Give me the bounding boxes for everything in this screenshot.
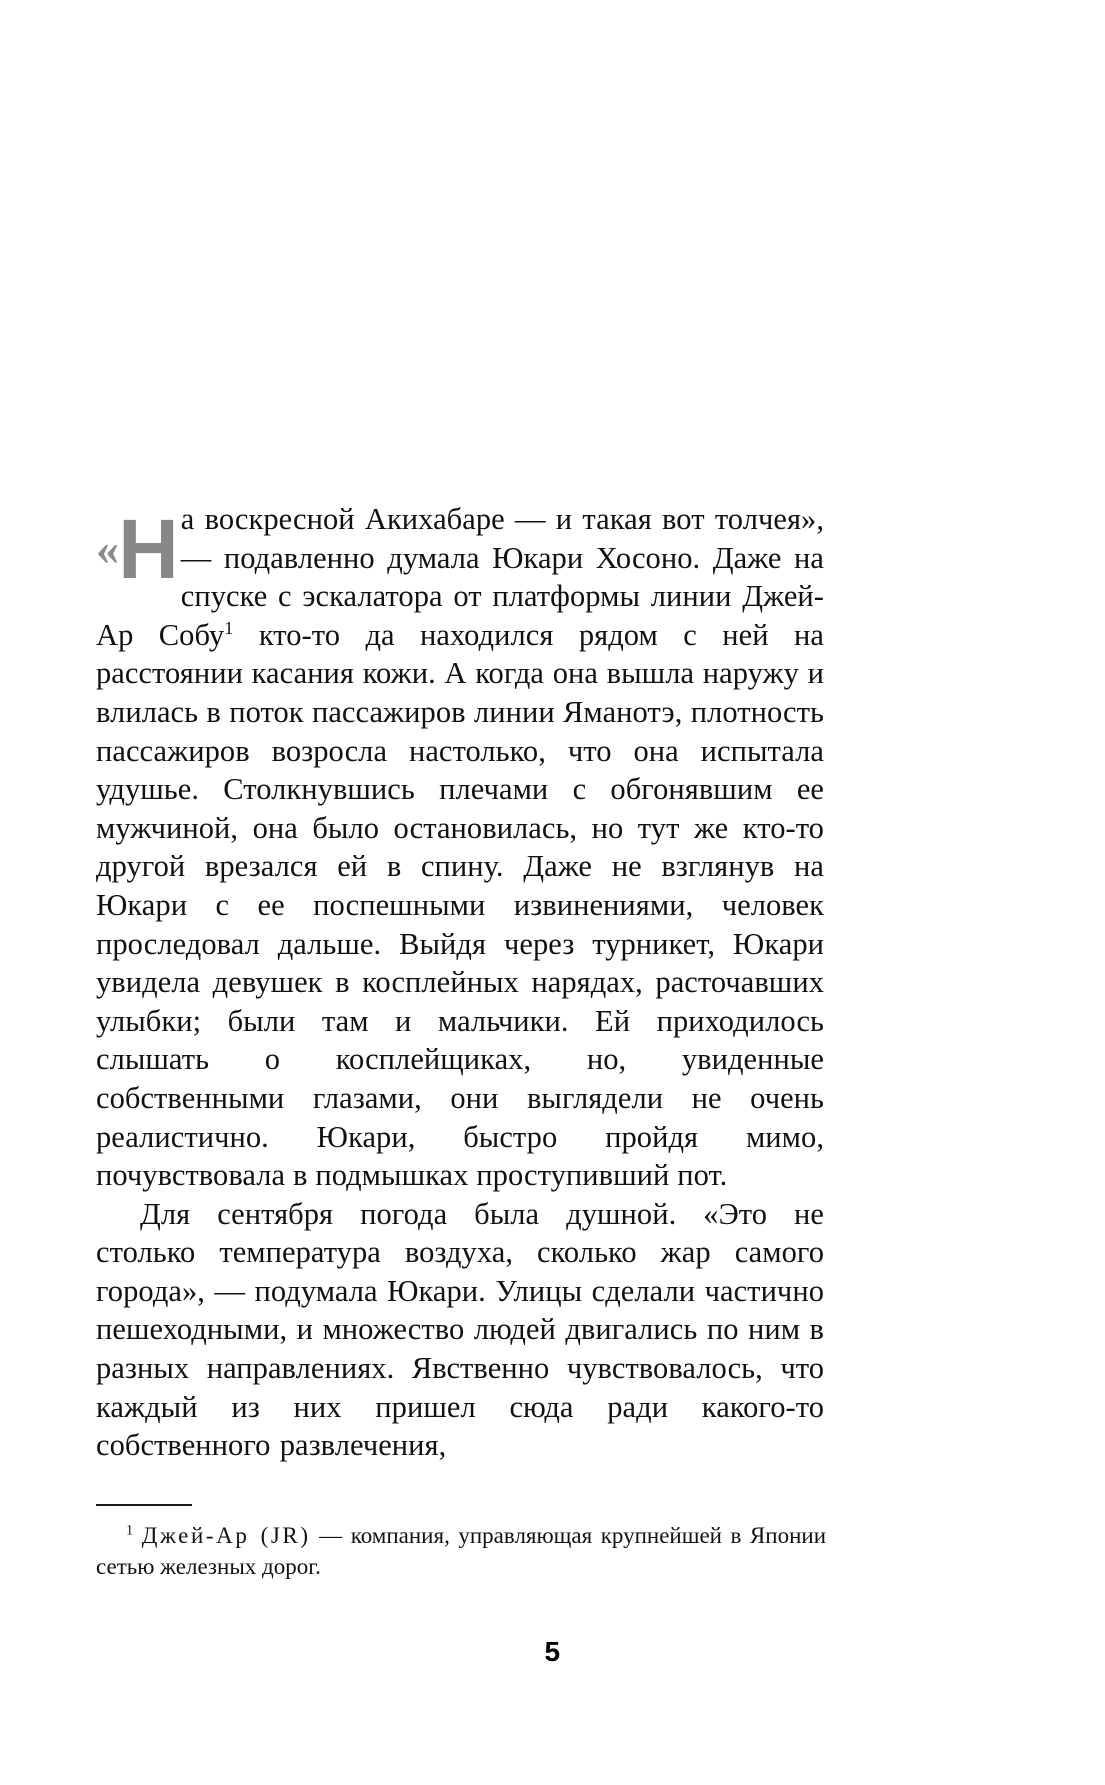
opening-quote-glyph: «: [96, 523, 120, 574]
footnote-body: — компания, управляющая крупнейшей в Японии сетью железных дорог.: [96, 1523, 827, 1579]
footnote-separator-rule: [96, 1504, 192, 1506]
footnote-area: [96, 1504, 826, 1582]
paragraph-second: Для сентября погода была душной. «Это не столько температура воздуха, сколько жар самого города», — подумала Юкари. Улицы сделали частично пешеходными, и множество людей двигались по ним в разных направлениях. Явственно чувствовалось, что каждый из них пришел сюда ради какого-то собственного развлечения,: [96, 1196, 824, 1463]
paragraph-first-rest: кто-то да находился рядом с ней на расстоянии касания кожи. А когда она вышла наружу и влилась в поток пассажиров линии Яманотэ, плотность пассажиров возросла настолько, что она испытала удушье. Столкнувшись плечами с обгонявшим ее мужчиной, она было остановилась, но тут же кто-то другой врезался ей в спину. Даже не взглянув на Юкари с ее поспешными извинениями, человек проследовал дальше. Выйдя через турникет, Юкари увидела девушек в косплейных нарядах, расточавших улыбки; были там и мальчики. Ей приходилось слышать о косплейщиках, но, увиденные собственными глазами, они выглядели не очень реалистично. Юкари, быстро пройдя мимо, почувствовала в подмышках проступивший пот.: [96, 617, 824, 1193]
footnote-text: [96, 1520, 826, 1582]
body-text-block: [96, 500, 824, 1465]
paragraph-first-lead: а воскресной Акихабаре — и такая вот толчея», — подавленно думала Юкари Хосоно. Даже на спуске с эскалатора от платформы линии Джей-Ар Собу: [96, 502, 824, 652]
page-number: 5: [544, 1636, 561, 1667]
footnote-reference-marker[interactable]: 1: [224, 617, 234, 638]
paragraph-first: [96, 500, 824, 1195]
drop-cap-letter: Н: [118, 502, 178, 597]
footnote-term: Джей-Ар (JR): [141, 1523, 311, 1548]
drop-cap: [96, 502, 178, 597]
footnote-number: 1: [126, 1522, 134, 1539]
